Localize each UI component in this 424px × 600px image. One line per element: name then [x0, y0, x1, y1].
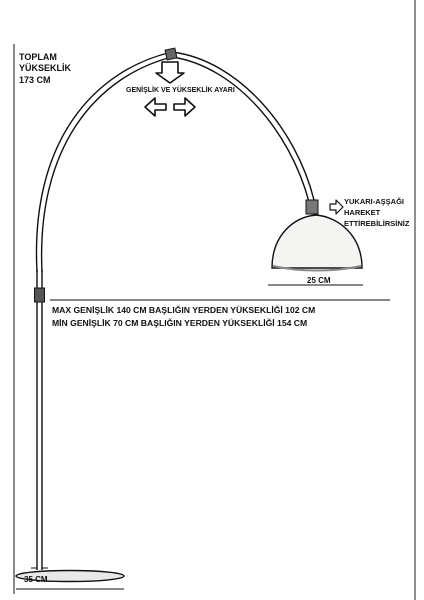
- updown-note-line2: HAREKET: [344, 208, 381, 217]
- total-height-title: [19, 52, 71, 74]
- total-height-title-line2: YÜKSEKLİK: [19, 63, 72, 73]
- arc-joint: [165, 48, 177, 60]
- updown-note-line3: ETTİREBİLİRSİNİZ: [344, 219, 410, 228]
- pointer-arrow-icon: [330, 200, 343, 214]
- down-arrow-icon: [156, 62, 184, 83]
- lamp-pole: [35, 270, 45, 570]
- left-arrow-icon: [145, 98, 166, 116]
- right-arrow-icon: [174, 98, 195, 116]
- max-spec-line: MAX GENİŞLİK 140 CM BAŞLIĞIN YERDEN YÜKSEKLİĞİ 102 CM: [52, 305, 316, 315]
- updown-note-line1: YUKARI-AŞŞAĞI: [344, 197, 405, 206]
- updown-note: [344, 196, 409, 229]
- min-spec-line: MİN GENİŞLİK 70 CM BAŞLIĞIN YERDEN YÜKSEKLİĞİ 154 CM: [52, 318, 308, 328]
- total-height-value: 173 CM: [19, 75, 51, 85]
- adjust-label: GENİŞLİK VE YÜKSEKLİK AYARI: [126, 87, 235, 94]
- total-height-title-line1: TOPLAM: [19, 52, 57, 62]
- lamp-arc: [36, 48, 314, 272]
- base-width-label: 35 CM: [24, 575, 48, 584]
- shade-width-label: 25 CM: [307, 276, 331, 285]
